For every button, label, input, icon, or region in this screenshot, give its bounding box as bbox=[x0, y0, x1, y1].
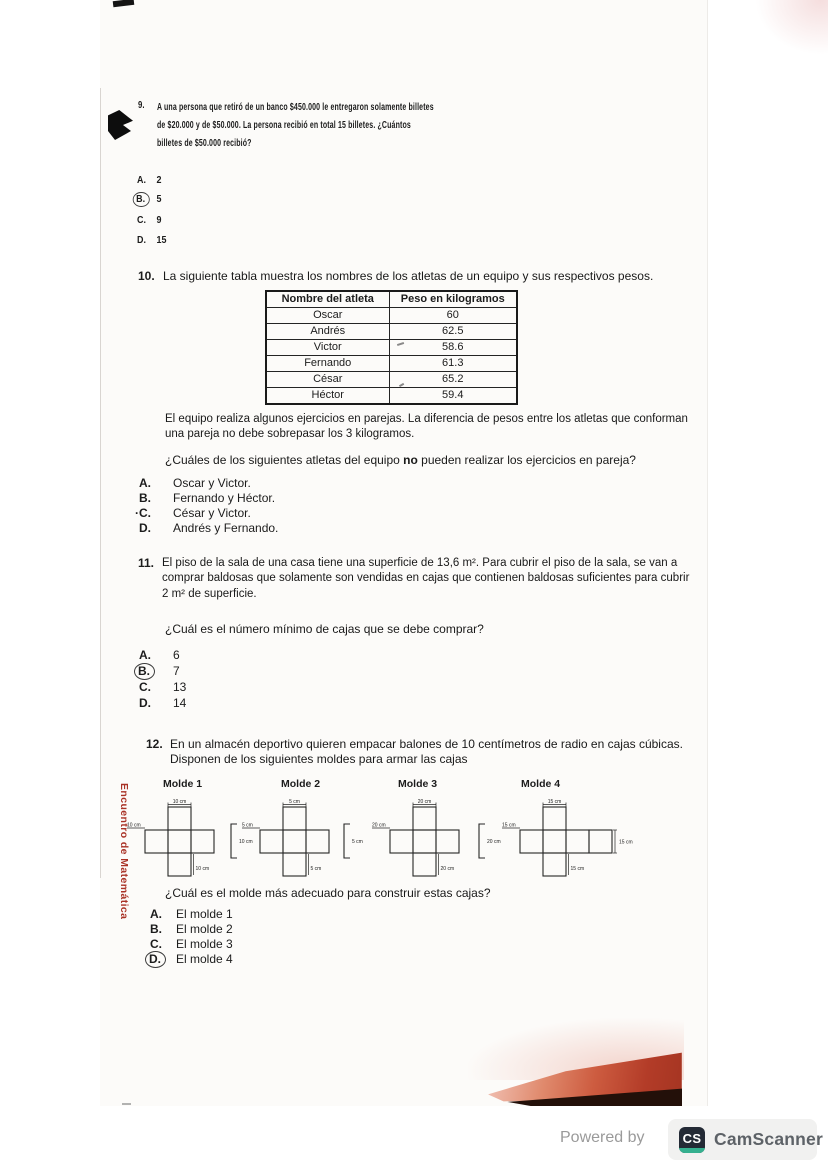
q12-number: 12. bbox=[146, 737, 163, 751]
option-letter: C. bbox=[137, 214, 146, 226]
scan-smudge bbox=[755, 0, 828, 55]
mold4-net-diagram bbox=[494, 798, 646, 890]
q12-option-b bbox=[150, 922, 233, 936]
mold3-dim-top: 20 cm bbox=[417, 799, 432, 805]
athlete-weight: 58.6 bbox=[389, 340, 517, 356]
option-value: 15 bbox=[156, 234, 167, 246]
mold2-flap-dim: 5 cm bbox=[352, 839, 363, 845]
mold1-label: Molde 1 bbox=[163, 778, 203, 790]
option-letter: B. bbox=[139, 491, 151, 505]
q10-question-post: pueden realizar los ejercicios en pareja? bbox=[417, 453, 636, 467]
option-value: 9 bbox=[156, 214, 162, 226]
mold2-dim-left: 5 cm bbox=[242, 822, 253, 829]
answer-circle-mark: D. bbox=[145, 951, 166, 968]
athlete-name: Héctor bbox=[266, 388, 389, 405]
athlete-name: Fernando bbox=[266, 356, 389, 372]
mold4-dim-top: 15 cm bbox=[547, 799, 562, 805]
option-value: 7 bbox=[173, 664, 180, 678]
q9-option-b bbox=[137, 193, 162, 207]
option-letter: A. bbox=[139, 476, 151, 490]
q12-option-a bbox=[150, 907, 233, 921]
q10-option-b bbox=[139, 491, 275, 505]
option-letter: C. bbox=[139, 680, 151, 694]
option-value: El molde 3 bbox=[176, 937, 233, 951]
athlete-name: Andrés bbox=[266, 324, 389, 340]
mold4-dim-bottom: 15 cm bbox=[570, 866, 585, 872]
option-letter: A. bbox=[139, 648, 151, 662]
scan-artifact-bottom bbox=[122, 1103, 131, 1105]
option-value: El molde 4 bbox=[176, 952, 233, 966]
q11-text: El piso de la sala de una casa tiene una superficie de 13,6 m². Para cubrir el piso de la sala, se van a comprar baldosas que solamente son vendidas en cajas que contienen baldosas suficientes para cubrir 2 m² de superficie. bbox=[162, 557, 690, 600]
option-value: 13 bbox=[173, 680, 187, 694]
option-value: El molde 1 bbox=[176, 907, 233, 921]
table-row bbox=[266, 308, 517, 324]
q10-question bbox=[165, 453, 636, 468]
q10-number: 10. bbox=[138, 269, 155, 283]
mold2-dim-top: 5 cm bbox=[289, 799, 300, 805]
table-row bbox=[266, 356, 517, 372]
table-row bbox=[266, 388, 517, 405]
q11-option-c bbox=[139, 680, 186, 694]
option-letter: C. bbox=[150, 937, 162, 951]
mold1-net-diagram bbox=[119, 798, 239, 888]
camscanner-logo-text: CS bbox=[682, 1131, 702, 1146]
page-crease-line bbox=[100, 88, 101, 878]
athlete-weight: 62.5 bbox=[389, 324, 517, 340]
athlete-weight: 65.2 bbox=[389, 372, 517, 388]
option-letter: A. bbox=[150, 907, 162, 921]
col-header-weight: Peso en kilogramos bbox=[389, 291, 517, 308]
mold1-dim-bottom: 10 cm bbox=[195, 866, 210, 872]
option-letter: D. bbox=[139, 521, 151, 535]
mold3-dim-bottom: 20 cm bbox=[440, 866, 455, 872]
athletes-table bbox=[265, 290, 518, 405]
mold2-net-diagram bbox=[234, 798, 354, 888]
mold4-dim-left: 15 cm bbox=[502, 822, 516, 829]
option-value: 2 bbox=[156, 174, 162, 186]
page-edge bbox=[707, 0, 708, 1106]
mold4-dim-right: 15 cm bbox=[619, 839, 633, 846]
margin-watermark-text: Encuentro de Matemática bbox=[118, 783, 130, 920]
mold3-flap-dim: 20 cm bbox=[487, 839, 501, 845]
option-value: 6 bbox=[173, 648, 180, 662]
col-header-name: Nombre del atleta bbox=[266, 291, 389, 308]
mold3-label: Molde 3 bbox=[398, 778, 438, 790]
q11-number: 11. bbox=[138, 556, 155, 570]
powered-by-label: Powered by bbox=[560, 1129, 645, 1146]
athlete-name: Oscar bbox=[266, 308, 389, 324]
q9-option-a bbox=[137, 174, 162, 186]
mold3-dim-left: 20 cm bbox=[372, 822, 386, 829]
q10-option-d bbox=[139, 521, 278, 535]
athlete-weight: 61.3 bbox=[389, 356, 517, 372]
camscanner-badge[interactable] bbox=[668, 1119, 823, 1160]
mold1-flap-dim: 10 cm bbox=[239, 839, 253, 845]
q10-option-a bbox=[139, 476, 251, 490]
q11-question: ¿Cuál es el número mínimo de cajas que se debe comprar? bbox=[165, 622, 484, 636]
option-value: Oscar y Victor. bbox=[173, 476, 251, 490]
q11-option-a bbox=[139, 648, 180, 662]
mold4-label: Molde 4 bbox=[521, 778, 561, 790]
option-value: César y Victor. bbox=[173, 506, 251, 520]
camscanner-brand-label: CamScanner bbox=[714, 1129, 823, 1149]
option-letter: D. bbox=[137, 234, 146, 246]
athlete-name: Victor bbox=[266, 340, 389, 356]
answer-circle-mark: B. bbox=[134, 663, 155, 680]
mold1-dim-top: 10 cm bbox=[172, 799, 187, 805]
q10-option-c bbox=[135, 506, 251, 520]
option-value: El molde 2 bbox=[176, 922, 233, 936]
q12-question: ¿Cuál es el molde más adecuado para construir estas cajas? bbox=[165, 886, 491, 900]
option-value: 5 bbox=[156, 193, 162, 205]
q12-option-d bbox=[150, 952, 233, 968]
q12-option-c bbox=[150, 937, 233, 951]
page-corner-wedge bbox=[488, 1048, 682, 1106]
athlete-name: César bbox=[266, 372, 389, 388]
table-row bbox=[266, 340, 517, 356]
mold1-dim-left: 10 cm bbox=[127, 822, 141, 829]
q10-intro: La siguiente tabla muestra los nombres de los atletas de un equipo y sus respectivos pesos. bbox=[163, 269, 654, 283]
table-row bbox=[266, 324, 517, 340]
option-value: Fernando y Héctor. bbox=[173, 491, 276, 505]
option-letter: ·C. bbox=[135, 506, 151, 520]
q9-text: A una persona que retiró de un banco $450.000 le entregaron solamente billetes de $20.000 y de $50.000. La persona recibió en total 15 billetes. ¿Cuántos billetes de $50.000 recibió? bbox=[157, 102, 434, 149]
table-header-row bbox=[266, 291, 517, 308]
q9-option-c bbox=[137, 214, 162, 226]
option-letter: D. bbox=[139, 696, 151, 710]
q10-paragraph: El equipo realiza algunos ejercicios en parejas. La diferencia de pesos entre los atletas que conforman una pareja no debe sobrepasar los 3 kilogramos. bbox=[165, 413, 688, 441]
athlete-weight: 59.4 bbox=[389, 388, 517, 405]
table-row bbox=[266, 372, 517, 388]
q9-number: 9. bbox=[138, 100, 145, 111]
q10-question-bold: no bbox=[403, 453, 418, 467]
athlete-weight: 60 bbox=[389, 308, 517, 324]
q10-question-pre: ¿Cuáles de los siguientes atletas del equipo bbox=[165, 453, 404, 467]
answer-circle-mark: B. bbox=[133, 192, 150, 207]
q9-option-d bbox=[137, 234, 166, 246]
camscanner-logo-icon bbox=[679, 1127, 705, 1153]
option-value: Andrés y Fernando. bbox=[173, 521, 279, 535]
mold2-label: Molde 2 bbox=[281, 778, 321, 790]
mold2-dim-bottom: 5 cm bbox=[310, 866, 322, 872]
option-letter: B. bbox=[150, 922, 162, 936]
mold3-net-diagram bbox=[364, 798, 484, 888]
q12-text: En un almacén deportivo quieren empacar balones de 10 centímetros de radio en cajas cúbicas. Disponen de los siguientes moldes para armar las cajas bbox=[170, 737, 683, 767]
q11-option-d bbox=[139, 696, 186, 710]
q11-option-b bbox=[139, 664, 180, 680]
option-value: 14 bbox=[173, 696, 187, 710]
option-letter: A. bbox=[137, 174, 146, 186]
